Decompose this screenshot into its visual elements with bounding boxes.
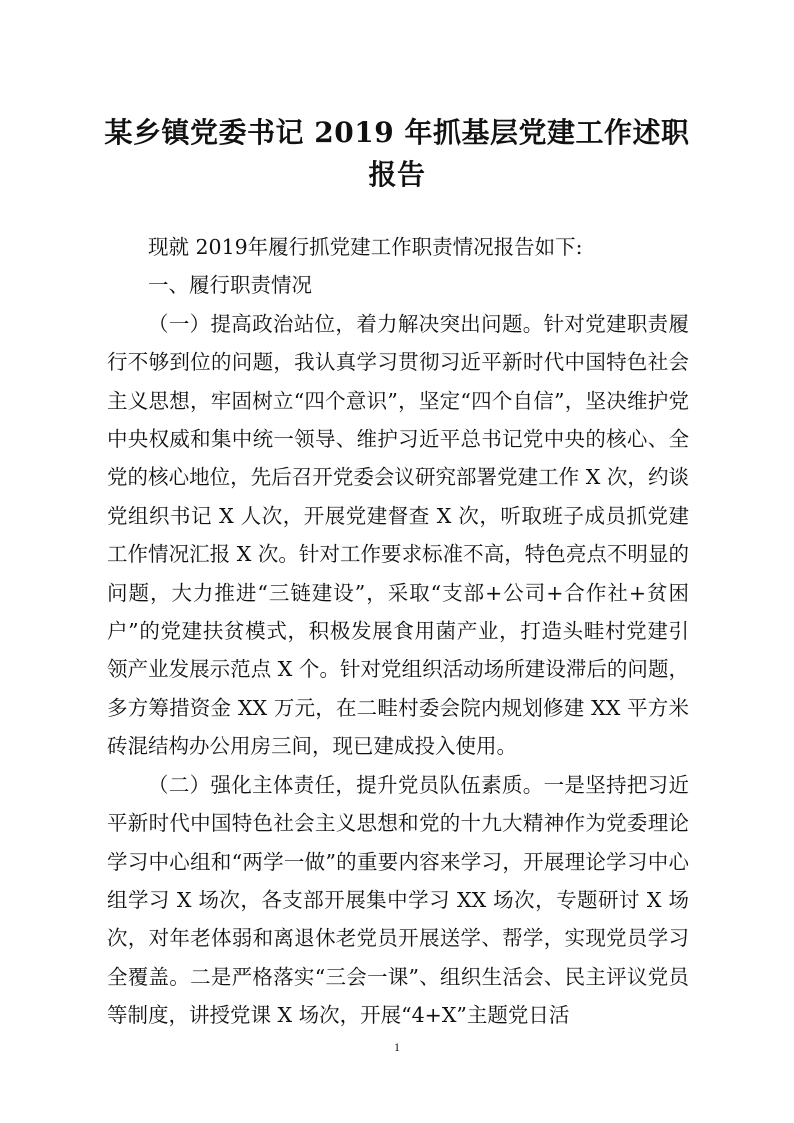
section-heading: 一、履行职责情况: [148, 273, 312, 298]
intro-paragraph: 现就 2019年履行抓党建工作职责情况报告如下:: [148, 235, 583, 259]
body-paragraph-1: （一）提高政治站位，着力解决突出问题。针对党建职责履行不够到位的问题，我认真学习贯彻习近平新时代中国特色社会主义思想，牢固树立“四个意识”，坚定“四个自信”，坚决维护党中央权威和集中统一领导、维护习近平总书记党中央的核心、全党的核心地位，先后召开党委会议研究部署党建工作 X 次，约谈党组织书记 X 人次，开展党建督查 X 次，听取班子成员抓党建工作情况汇报 X 次。针对工作要求标准不高，特色亮点不明显的问题，大力推进“三链建设”，采取“支部+公司+合作社+贫困户”的党建扶贫模式，积极发展食用菌产业，打造头畦村党建引领产业发展示范点 X 个。针对党组织活动场所建设滞后的问题，多方筹措资金 XX 万元，在二畦村委会院内规划修建 XX 平方米砖混结构办公用房三间，现已建成投入使用。: [107, 311, 689, 759]
body-paragraph-2: （二）强化主体责任，提升党员队伍素质。一是坚持把习近平新时代中国特色社会主义思想和党的十九大精神作为党委理论学习中心组和“两学一做”的重要内容来学习，开展理论学习中心组学习 X 场次，各支部开展集中学习 XX 场次，专题研讨 X 场次，对年老体弱和离退休老党员开展送学、帮学，实现党员学习全覆盖。二是严格落实“三会一课”、组织生活会、民主评议党员等制度，讲授党课 X 场次，开展“4+X”主题党日活: [107, 772, 689, 1028]
page-number: 1: [394, 1040, 400, 1054]
document-title: [90, 112, 704, 196]
title-line-2: 报告: [368, 158, 426, 191]
title-line-1: 某乡镇党委书记 2019 年抓基层党建工作述职: [104, 116, 690, 149]
document-body: [107, 228, 689, 1035]
